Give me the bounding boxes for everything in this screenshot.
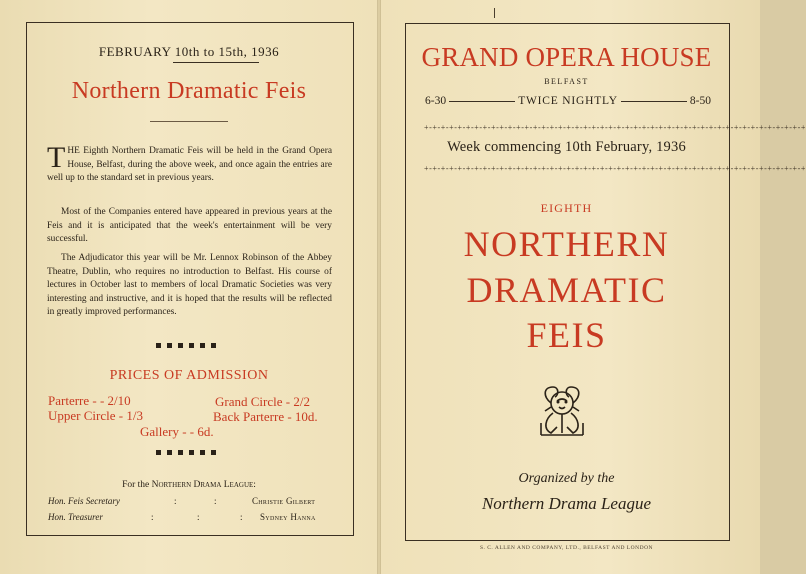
twice-nightly: TWICE NIGHTLY <box>518 95 618 107</box>
intro-paragraph <box>47 141 332 186</box>
venue-name: GRAND OPERA HOUSE <box>421 42 712 72</box>
title-line-feis: FEIS <box>526 315 607 355</box>
time-rule <box>449 101 515 102</box>
price-back-parterre: Back Parterre - 10d. <box>213 409 318 424</box>
prices-heading: PRICES OF ADMISSION <box>109 368 269 383</box>
title-divider <box>150 121 228 122</box>
celtic-emblem-icon <box>537 383 587 437</box>
price-upper-circle: Upper Circle - 1/3 <box>48 408 143 423</box>
league-line <box>26 480 352 490</box>
companies-paragraph: Most of the Companies entered have appeared in previous years at the Feis and it is anticipated that the week's entertainment will be very successful. <box>47 207 332 245</box>
league-suffix: : <box>253 480 256 490</box>
price-gallery: Gallery - - 6d. <box>140 424 214 439</box>
ornamental-rule-bottom: +-+-+-+-+-+-+-+-+-+-+-+-+-+-+-+-+-+-+-+-+-+-+-+-+-+-+-+-+-+-+-+-+-+-+-+-+-+-+-+-+-+-+-+-+-+ <box>424 164 806 173</box>
performance-times <box>425 95 711 107</box>
time-rule <box>621 101 687 102</box>
edition-label: EIGHTH <box>540 201 593 215</box>
organized-by: Organized by the <box>518 471 615 486</box>
adjudicator-paragraph: The Adjudicator this year will be Mr. Lennox Robinson of the Abbey Theatre, Dublin, who requires no introduction to Belfast. His course of lectures in October last to members of local Dramatic Societies was very interesting and instructive, and it is hoped that the results will be reflected in greatly improved performances. <box>47 253 332 318</box>
officer-name-treasurer: Sydney Hanna <box>260 512 316 522</box>
feis-dates: FEBRUARY 10th to 15th, 1936 <box>98 44 280 59</box>
officer-role-secretary: Hon. Feis Secretary <box>48 496 120 506</box>
title-line-northern: NORTHERN <box>463 224 670 264</box>
time-early: 6-30 <box>425 95 447 107</box>
left-page-title: Northern Dramatic Feis <box>71 78 307 104</box>
officer-colon: : <box>174 496 177 506</box>
officer-colon: : <box>240 512 243 522</box>
officer-role-treasurer: Hon. Treasurer <box>48 512 103 522</box>
center-fold <box>377 0 381 574</box>
organizer-name: Northern Drama League <box>481 494 652 513</box>
venue-city: BELFAST <box>544 77 589 86</box>
dot-divider-top <box>156 343 216 349</box>
dot-divider-bottom <box>156 450 216 456</box>
price-grand-circle: Grand Circle - 2/2 <box>215 394 310 409</box>
week-commencing: Week commencing 10th February, 1936 <box>447 139 686 155</box>
intro-paragraph-text: HE Eighth Northern Dramatic Feis will be held in the Grand Opera House, Belfast, during the above week, and once again the entries are well up to the standard set in previous years. <box>47 146 332 184</box>
time-late: 8-50 <box>689 95 712 107</box>
drop-cap: T <box>47 141 66 174</box>
printer-imprint: S. C. ALLEN AND COMPANY, LTD., BELFAST AND LONDON <box>479 545 654 551</box>
officer-colon: : <box>197 512 200 522</box>
officer-colon: : <box>214 496 217 506</box>
ornamental-rule-top: +-+-+-+-+-+-+-+-+-+-+-+-+-+-+-+-+-+-+-+-+-+-+-+-+-+-+-+-+-+-+-+-+-+-+-+-+-+-+-+-+-+-+-+-+-+ <box>424 123 806 132</box>
fold-mark <box>494 8 495 18</box>
price-parterre: Parterre - - 2/10 <box>48 393 131 408</box>
title-line-dramatic: DRAMATIC <box>466 270 667 310</box>
officer-colon: : <box>151 512 154 522</box>
league-name: Northern Drama League <box>151 480 254 490</box>
dates-underline <box>173 62 259 63</box>
officer-name-secretary: Christie Gilbert <box>252 496 316 506</box>
league-prefix: For the <box>122 480 150 490</box>
